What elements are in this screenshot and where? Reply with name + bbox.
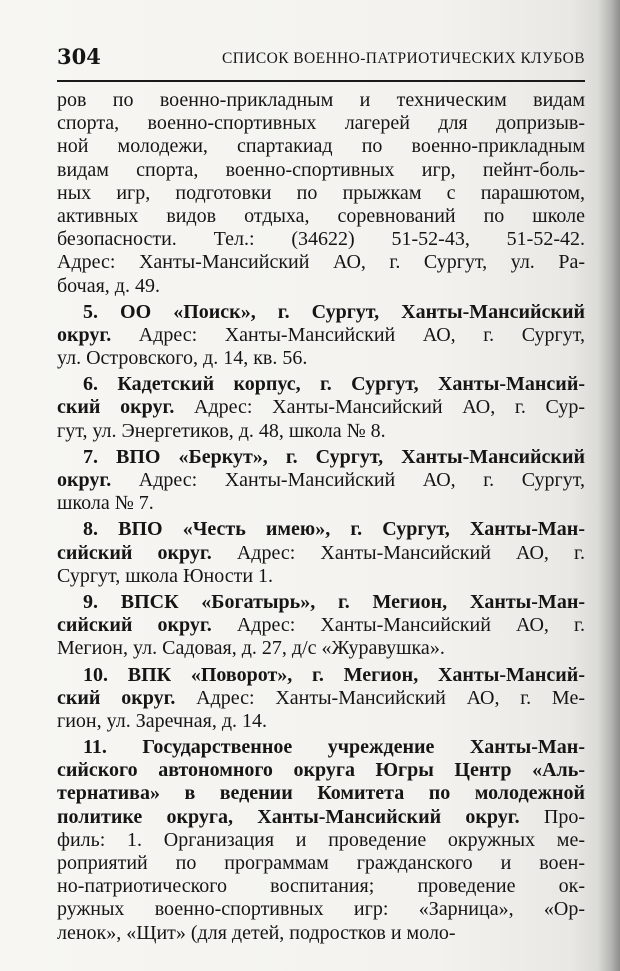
entry-body-text: ружных военно-спортивных игр: «Зарница», «Ор- bbox=[57, 898, 585, 921]
club-entry bbox=[57, 736, 585, 945]
text-line bbox=[57, 637, 585, 660]
entry-body-text: Сургут, школа Юности 1. bbox=[57, 564, 274, 587]
text-line bbox=[57, 469, 585, 492]
entry-body-text: ул. Островского, д. 14, кв. 56. bbox=[57, 347, 308, 370]
text-line bbox=[57, 736, 585, 759]
text-line bbox=[57, 829, 585, 852]
text-line bbox=[57, 852, 585, 875]
text-line: безопасности. Тел.: (34622) 51-52-43, 51-52-42. bbox=[57, 228, 585, 251]
text-line bbox=[57, 542, 585, 565]
body-text bbox=[57, 89, 585, 945]
club-entry bbox=[57, 591, 585, 661]
entry-body-text: школа № 7. bbox=[57, 492, 154, 515]
text-line bbox=[57, 687, 585, 710]
entry-body-text: роприятий по программам гражданского и воен- bbox=[57, 852, 585, 874]
text-line: ной молодежи, спартакиад по военно-прикладным bbox=[57, 135, 585, 158]
entry-heading-text: ский округ. bbox=[57, 396, 175, 419]
page-number: 304 bbox=[57, 44, 101, 69]
text-line bbox=[57, 373, 585, 396]
text-line: бочая, д. 49. bbox=[57, 274, 160, 297]
entry-body-text: Мегион, ул. Садовая, д. 27, д/с «Журавушка». bbox=[57, 637, 445, 660]
entry-body-text: Адрес: Ханты-Мансийский АО, г. Сургут, bbox=[111, 469, 585, 491]
entry-heading-text: сийский округ. bbox=[57, 541, 212, 564]
text-line: ров по военно-прикладным и техническим видам bbox=[57, 89, 585, 111]
text-line bbox=[57, 396, 585, 419]
entry-heading-text: сийского автономного округа Югры Центр «Аль- bbox=[57, 759, 585, 782]
entry-heading-text: сийский округ. bbox=[57, 614, 212, 637]
text-line bbox=[57, 324, 585, 347]
text-line bbox=[57, 446, 585, 469]
text-line bbox=[57, 710, 585, 733]
entry-body-text: ленок», «Щит» (для детей, подростков и моло- bbox=[57, 921, 456, 944]
entry-body-text: Про- bbox=[519, 805, 585, 828]
entry-heading-text: ский округ. bbox=[57, 686, 176, 709]
text-line bbox=[57, 782, 585, 805]
text-line bbox=[57, 565, 585, 588]
entry-body-text: Адрес: Ханты-Мансийский АО, г. bbox=[211, 614, 585, 637]
text-line bbox=[57, 614, 585, 637]
entry-body-text: гут, ул. Энергетиков, д. 48, школа № 8. bbox=[57, 419, 386, 442]
club-entry bbox=[57, 301, 585, 371]
club-entries bbox=[57, 301, 585, 945]
club-entry bbox=[57, 446, 585, 516]
continuation-paragraph bbox=[57, 89, 585, 298]
text-line bbox=[57, 664, 585, 687]
running-title: СПИСОК ВОЕННО-ПАТРИОТИЧЕСКИХ КЛУБОВ bbox=[221, 50, 585, 67]
entry-heading-text: 8. ВПО «Честь имею», г. Сургут, Ханты-Ман- bbox=[83, 518, 585, 541]
entry-heading-text: 6. Кадетский корпус, г. Сургут, Ханты-Мансий- bbox=[83, 373, 585, 396]
entry-heading-text: 7. ВПО «Беркут», г. Сургут, Ханты-Мансийский bbox=[83, 445, 585, 468]
entry-heading-text: 10. ВПК «Поворот», г. Мегион, Ханты-Мансий- bbox=[83, 663, 585, 686]
text-line bbox=[57, 420, 585, 443]
page-spine-shadow bbox=[598, 0, 620, 971]
page-header bbox=[57, 44, 585, 82]
text-line bbox=[57, 875, 585, 898]
text-line bbox=[57, 759, 585, 782]
text-line: видам спорта, военно-спортивных игр, пейнт-боль- bbox=[57, 158, 585, 181]
text-line: активных видов отдыха, соревнований по школе bbox=[57, 204, 585, 227]
club-entry bbox=[57, 664, 585, 734]
text-line bbox=[57, 492, 585, 515]
entry-body-text: Адрес: Ханты-Мансийский АО, г. Ме- bbox=[175, 686, 585, 709]
text-line bbox=[57, 922, 585, 945]
entry-body-text: филь: 1. Организация и проведение окружных ме- bbox=[57, 828, 585, 851]
text-line bbox=[57, 591, 585, 614]
entry-body-text: Адрес: Ханты-Мансийский АО, г. Сур- bbox=[174, 396, 586, 419]
text-line bbox=[57, 518, 585, 541]
entry-body-text: Адрес: Ханты-Мансийский АО, г. bbox=[211, 541, 585, 564]
entry-body-text: но-патриотического воспитания; проведение ок- bbox=[57, 875, 585, 898]
entry-heading-text: политике округа, Ханты-Мансийский округ. bbox=[57, 805, 520, 828]
entry-heading-text: 9. ВПСК «Богатырь», г. Мегион, Ханты-Ман- bbox=[83, 590, 585, 613]
entry-body-text: Адрес: Ханты-Мансийский АО, г. Сургут, bbox=[111, 323, 585, 346]
entry-heading-text: округ. bbox=[57, 323, 112, 346]
text-line bbox=[57, 898, 585, 921]
text-line: Адрес: Ханты-Мансийский АО, г. Сургут, ул. Ра- bbox=[57, 251, 585, 274]
text-line bbox=[57, 347, 585, 370]
entry-heading-text: 11. Государственное учреждение Ханты-Ман- bbox=[83, 736, 585, 759]
club-entry bbox=[57, 518, 585, 588]
club-entry bbox=[57, 373, 585, 443]
entry-heading-text: 5. ОО «Поиск», г. Сургут, Ханты-Мансийский bbox=[83, 300, 585, 323]
entry-body-text: гион, ул. Заречная, д. 14. bbox=[57, 709, 267, 732]
text-line: ных игр, подготовки по прыжкам с парашютом, bbox=[57, 181, 585, 204]
text-line: спорта, военно-спортивных лагерей для допризыв- bbox=[57, 112, 585, 135]
entry-heading-text: тернатива» в ведении Комитета по молодежной bbox=[57, 782, 585, 805]
text-line bbox=[57, 806, 585, 829]
text-line bbox=[57, 301, 585, 324]
entry-heading-text: округ. bbox=[57, 469, 112, 491]
